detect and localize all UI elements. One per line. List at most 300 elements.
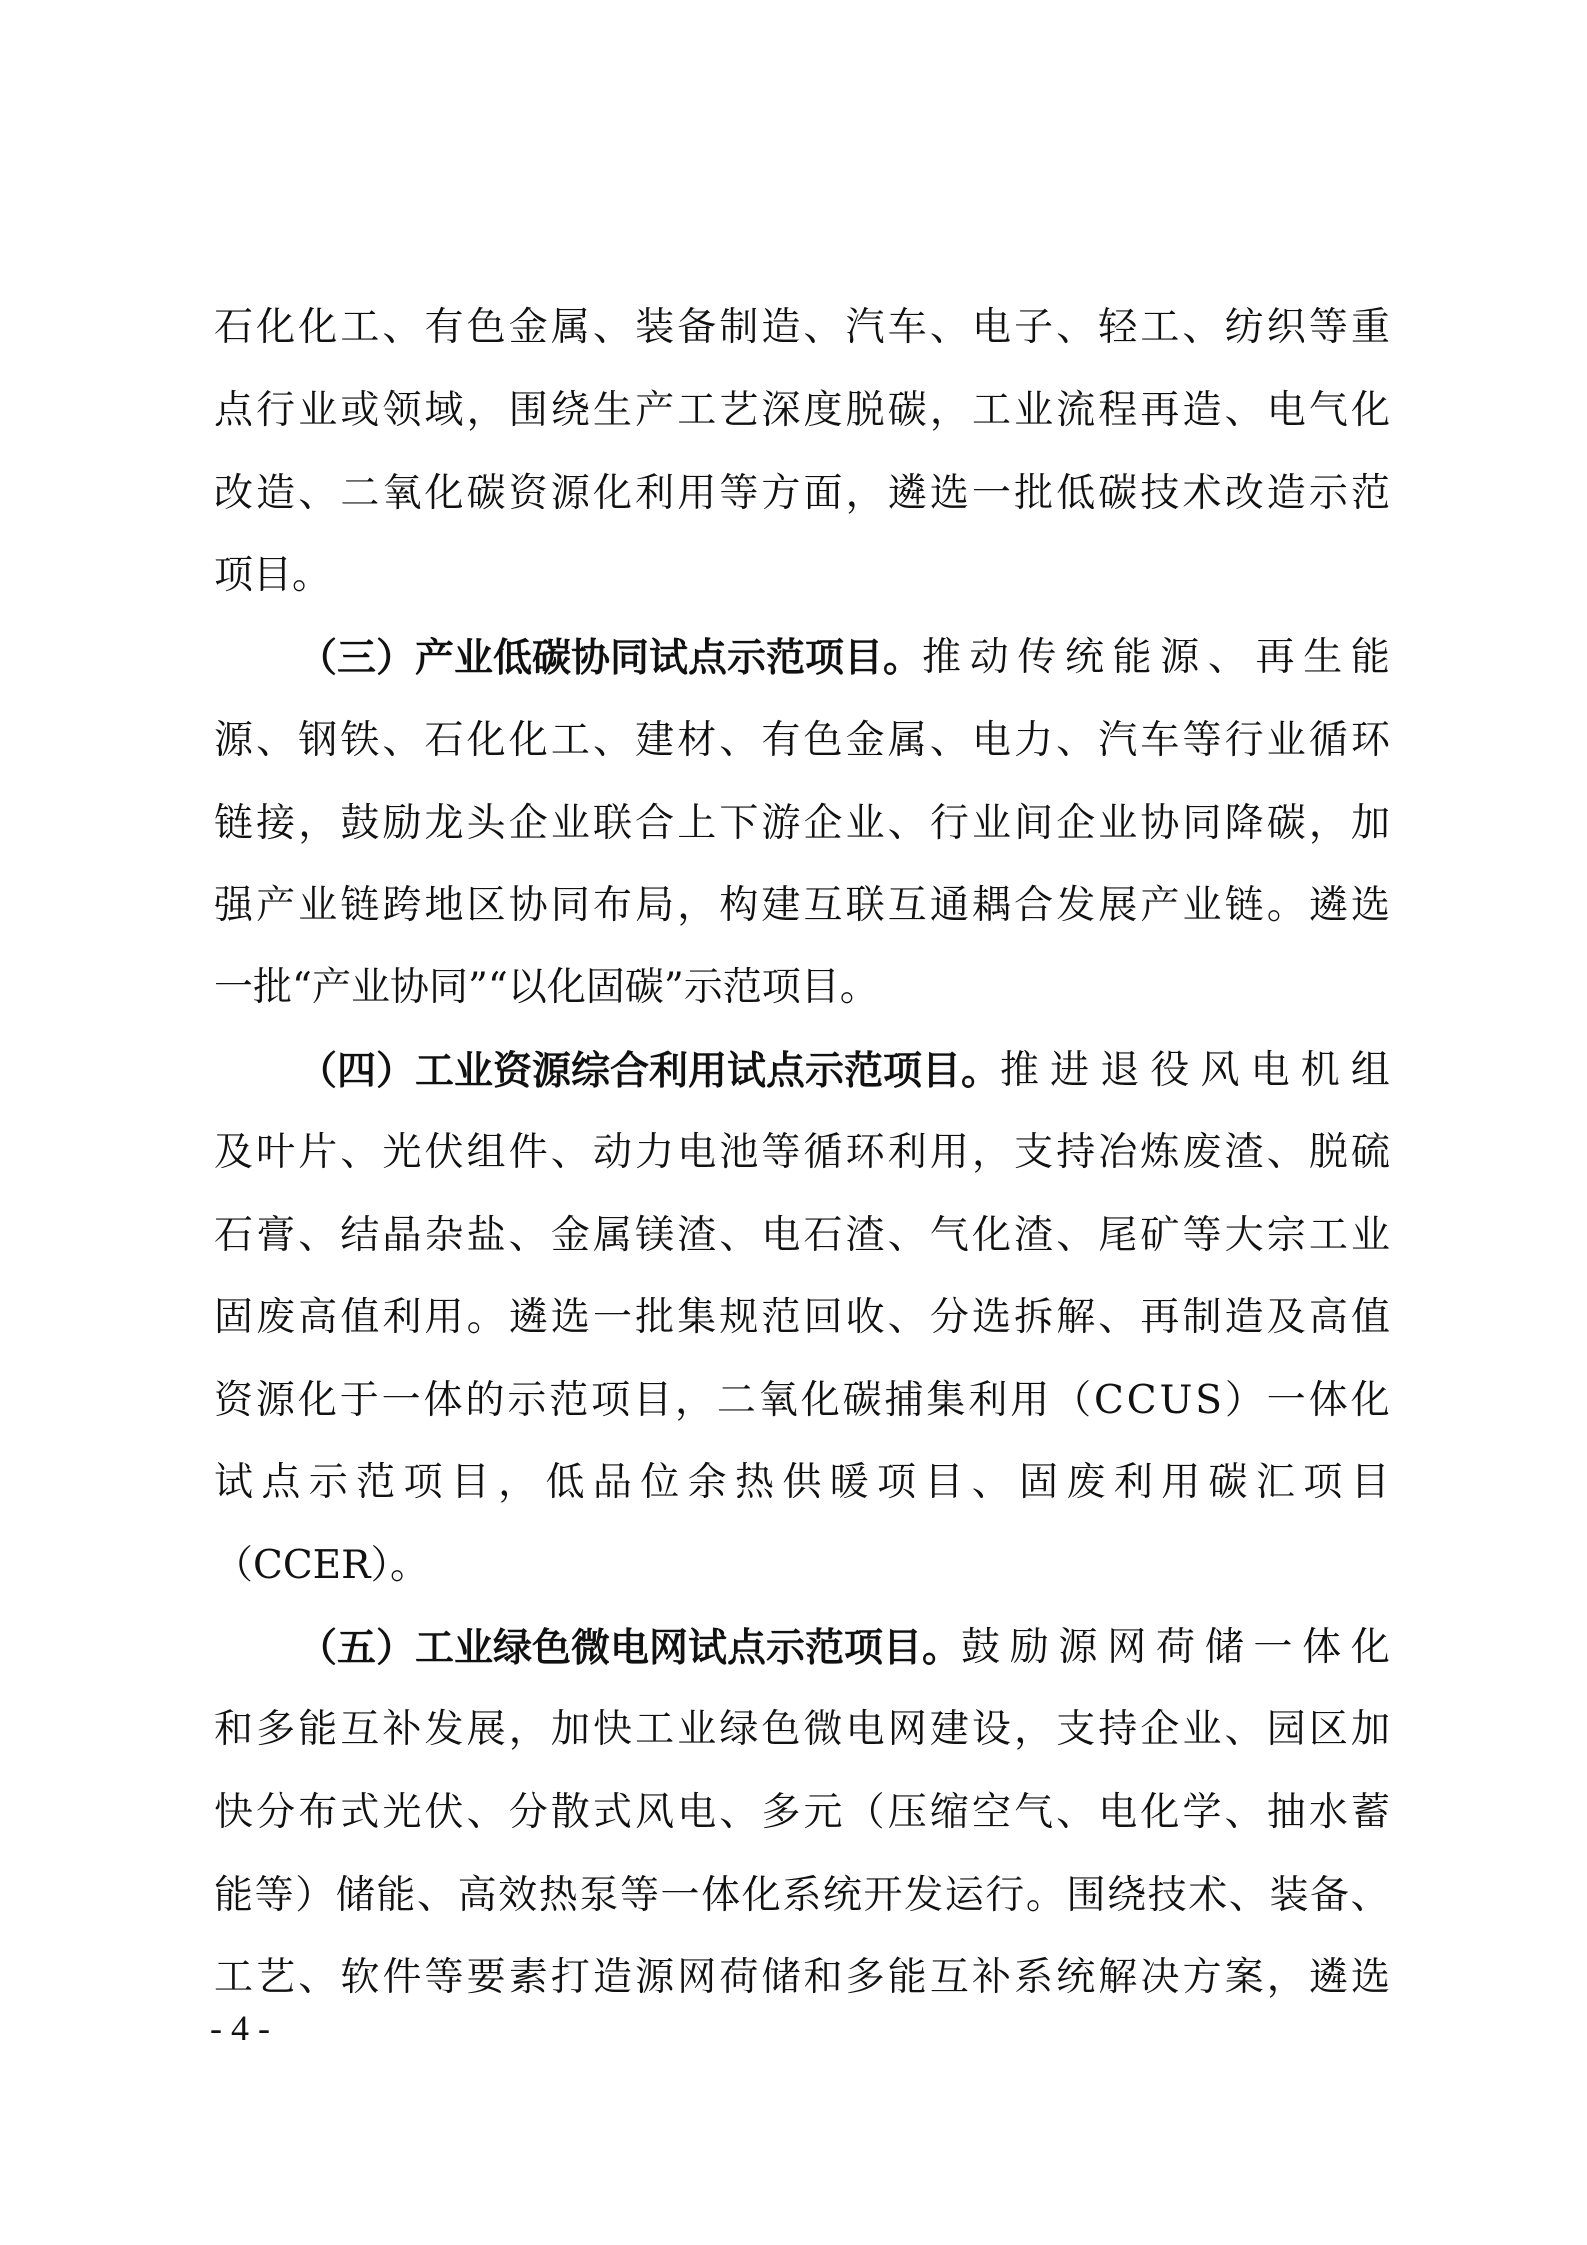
glyph: 泵 <box>579 1873 619 1918</box>
glyph: 退 <box>1100 1048 1140 1093</box>
glyph: 电 <box>761 1213 801 1258</box>
glyph: 技 <box>1147 1873 1187 1918</box>
glyph: 用 <box>929 1130 969 1175</box>
glyph: 等 <box>619 1873 659 1918</box>
glyph: 规 <box>719 1295 759 1340</box>
glyph: 色 <box>466 305 506 350</box>
glyph: 发 <box>904 1873 944 1918</box>
glyph: 建 <box>635 718 675 763</box>
glyph: 、 <box>1182 305 1222 350</box>
glyph: 供 <box>782 1460 822 1505</box>
glyph: 缩 <box>929 1790 969 1835</box>
glyph: 制 <box>719 305 759 350</box>
glyph: 动 <box>969 635 1009 680</box>
glyph: 利 <box>382 1295 422 1340</box>
glyph: 等 <box>719 471 759 516</box>
glyph: 行 <box>929 801 969 846</box>
glyph: 废 <box>1182 1130 1222 1175</box>
glyph: 汇 <box>1255 1460 1295 1505</box>
glyph: 支 <box>1056 1707 1096 1752</box>
glyph: 上 <box>677 801 717 846</box>
glyph: 示 <box>1308 471 1348 516</box>
glyph: ， <box>1014 1707 1054 1752</box>
glyph: 风 <box>635 1790 675 1835</box>
glyph: 工 <box>340 305 380 350</box>
glyph: 企 <box>803 801 843 846</box>
glyph: 环 <box>1350 718 1390 763</box>
glyph: 同 <box>1182 801 1222 846</box>
glyph: ， <box>498 1460 538 1505</box>
glyph: 杂 <box>424 1213 464 1258</box>
glyph: 面 <box>803 471 843 516</box>
glyph: 渣 <box>677 1213 717 1258</box>
glyph: 高 <box>457 1873 497 1918</box>
glyph: 品 <box>592 1460 632 1505</box>
glyph: 化 <box>1140 1790 1180 1835</box>
glyph: 造 <box>256 471 296 516</box>
text-line <box>214 1453 1390 1513</box>
glyph: ） <box>1224 1378 1264 1423</box>
glyph: 电 <box>1098 1790 1138 1835</box>
glyph: 叶 <box>256 1130 296 1175</box>
glyph: 业 <box>1266 718 1306 763</box>
glyph: 鼓 <box>961 1625 1001 1670</box>
glyph: 金 <box>550 1213 590 1258</box>
glyph: 进 <box>1050 1048 1090 1093</box>
glyph: 解 <box>1098 1955 1138 2000</box>
glyph: 利 <box>968 1378 1008 1423</box>
text-line <box>214 1948 1390 2008</box>
glyph: 业 <box>845 801 885 846</box>
glyph: 统 <box>1064 635 1104 680</box>
glyph: 同 <box>550 883 590 928</box>
glyph: 纺 <box>1224 305 1264 350</box>
glyph: 工 <box>1140 305 1180 350</box>
glyph: 布 <box>298 1790 338 1835</box>
glyph: 石 <box>424 718 464 763</box>
glyph: 、 <box>719 718 759 763</box>
text-line <box>214 298 1390 358</box>
text-line <box>214 711 1390 771</box>
glyph: 度 <box>803 388 843 433</box>
glyph: 网 <box>677 1955 717 2000</box>
glyph: 试 <box>214 1460 254 1505</box>
glyph: 膏 <box>256 1213 296 1258</box>
glyph: 利 <box>887 1130 927 1175</box>
glyph: ， <box>508 1707 548 1752</box>
paragraph-first-line <box>298 628 1390 688</box>
glyph: 工 <box>1308 1213 1348 1258</box>
text-line: 一批“产业协同”“以化固碳”示范项目。 <box>214 965 879 1010</box>
glyph: 伏 <box>424 1790 464 1835</box>
glyph: 余 <box>687 1460 727 1505</box>
glyph: 推 <box>922 635 962 680</box>
glyph: 织 <box>1266 305 1306 350</box>
glyph: 一 <box>1266 1378 1306 1423</box>
glyph: 盐 <box>466 1213 506 1258</box>
glyph: 化 <box>1350 1378 1390 1423</box>
glyph: 术 <box>1188 1873 1228 1918</box>
glyph: 术 <box>1182 471 1222 516</box>
glyph: 气 <box>1308 388 1348 433</box>
text-line <box>214 464 1390 524</box>
glyph: 工 <box>971 388 1011 433</box>
glyph: 片 <box>298 1130 338 1175</box>
glyph: 机 <box>1300 1048 1340 1093</box>
glyph: 头 <box>466 801 506 846</box>
glyph: ， <box>677 883 717 928</box>
glyph: 局 <box>635 883 675 928</box>
glyph: 加 <box>1350 1707 1390 1752</box>
glyph: 园 <box>1266 1707 1306 1752</box>
glyph: 业 <box>298 388 338 433</box>
text-line <box>214 1783 1390 1843</box>
glyph: U <box>1159 1378 1193 1423</box>
glyph: 学 <box>1182 1790 1222 1835</box>
glyph: 造 <box>761 305 801 350</box>
glyph: 系 <box>782 1873 822 1918</box>
glyph: 流 <box>1056 388 1096 433</box>
glyph: 、 <box>298 471 338 516</box>
glyph: 、 <box>929 718 969 763</box>
glyph: 化 <box>424 471 464 516</box>
glyph: 行 <box>985 1873 1025 1918</box>
glyph: 造 <box>592 1955 632 2000</box>
glyph: 或 <box>340 388 380 433</box>
glyph: 改 <box>1224 471 1264 516</box>
glyph: 目 <box>450 1460 490 1505</box>
glyph: 补 <box>382 1707 422 1752</box>
glyph: 工 <box>214 1955 254 2000</box>
glyph: 碳 <box>1266 801 1306 846</box>
glyph: 遴 <box>1308 1955 1348 2000</box>
glyph: 打 <box>550 1955 590 2000</box>
section-heading-5: （五）工业绿色微电网试点示范项目。 <box>298 1625 962 1671</box>
glyph: 区 <box>1308 1707 1348 1752</box>
glyph: ， <box>298 801 338 846</box>
glyph: 的 <box>465 1378 505 1423</box>
glyph: 化 <box>592 471 632 516</box>
glyph: 石 <box>803 1213 843 1258</box>
glyph: 、 <box>592 718 632 763</box>
glyph: 多 <box>256 1707 296 1752</box>
glyph: 光 <box>382 1790 422 1835</box>
glyph: 体 <box>1302 1625 1342 1670</box>
glyph: 元 <box>803 1790 843 1835</box>
glyph: 利 <box>635 471 675 516</box>
glyph: 电 <box>971 718 1011 763</box>
glyph: 。 <box>1025 1873 1065 1918</box>
glyph: 产 <box>1140 883 1180 928</box>
text-line <box>214 1206 1390 1266</box>
glyph: 点 <box>261 1460 301 1505</box>
glyph: 互 <box>803 883 843 928</box>
glyph: 要 <box>466 1955 506 2000</box>
glyph: 热 <box>538 1873 578 1918</box>
glyph: 绕 <box>1107 1873 1147 1918</box>
glyph: 软 <box>340 1955 380 2000</box>
glyph: 渣 <box>845 1213 885 1258</box>
text-line: 项目。 <box>214 553 332 598</box>
glyph: 碳 <box>1098 471 1138 516</box>
glyph: 、 <box>382 305 422 350</box>
glyph: 。 <box>1266 883 1306 928</box>
glyph: 装 <box>635 305 675 350</box>
glyph: 化 <box>741 1873 781 1918</box>
section-heading-3: （三）产业低碳协同试点示范项目。 <box>298 635 923 681</box>
glyph: 运 <box>944 1873 984 1918</box>
glyph: 绿 <box>719 1707 759 1752</box>
glyph: 、 <box>1228 1873 1268 1918</box>
glyph: 、 <box>298 1955 338 2000</box>
text-line <box>214 381 1390 441</box>
glyph: 、 <box>508 1213 548 1258</box>
glyph: 气 <box>929 1213 969 1258</box>
glyph: 渣 <box>1224 1130 1264 1175</box>
glyph: 工 <box>635 1707 675 1752</box>
glyph: 围 <box>508 388 548 433</box>
glyph: 间 <box>1014 801 1054 846</box>
glyph: 微 <box>803 1707 843 1752</box>
glyph: 、 <box>382 718 422 763</box>
glyph: 一 <box>1253 1625 1293 1670</box>
glyph: 业 <box>1182 883 1222 928</box>
glyph: 循 <box>803 1130 843 1175</box>
glyph: 范 <box>549 1378 589 1423</box>
glyph: ， <box>971 1130 1011 1175</box>
glyph: 金 <box>508 305 548 350</box>
glyph: 企 <box>1056 801 1096 846</box>
glyph: 脱 <box>845 388 885 433</box>
glyph: 能 <box>376 1873 416 1918</box>
glyph: 点 <box>214 388 254 433</box>
glyph: 下 <box>719 801 759 846</box>
glyph: 、 <box>466 1790 506 1835</box>
text-line <box>214 876 1390 936</box>
glyph: 铁 <box>340 718 380 763</box>
glyph: 炼 <box>1140 1130 1180 1175</box>
glyph: 金 <box>845 718 885 763</box>
glyph: 企 <box>508 801 548 846</box>
glyph: 钢 <box>298 718 338 763</box>
glyph: 选 <box>929 471 969 516</box>
glyph: 能 <box>887 1955 927 2000</box>
glyph: C <box>1126 1378 1157 1423</box>
glyph: ， <box>929 388 969 433</box>
glyph: 范 <box>761 1295 801 1340</box>
glyph: 件 <box>382 1955 422 2000</box>
glyph: 电 <box>845 1707 885 1752</box>
glyph: 式 <box>340 1790 380 1835</box>
glyph: 范 <box>356 1460 396 1505</box>
glyph: 用 <box>1010 1378 1050 1423</box>
glyph: 制 <box>1182 1295 1222 1340</box>
glyph: 车 <box>887 305 927 350</box>
glyph: 轻 <box>1098 305 1138 350</box>
glyph: 示 <box>308 1460 348 1505</box>
glyph: 快 <box>592 1707 632 1752</box>
glyph: 值 <box>1350 1295 1390 1340</box>
glyph: 回 <box>803 1295 843 1340</box>
glyph: 大 <box>1224 1213 1264 1258</box>
paragraph-first-line <box>298 1041 1390 1101</box>
glyph: 改 <box>214 471 254 516</box>
glyph: 高 <box>1308 1295 1348 1340</box>
glyph: 解 <box>1056 1295 1096 1340</box>
glyph: 链 <box>214 801 254 846</box>
glyph: 互 <box>887 883 927 928</box>
glyph: 项 <box>591 1378 631 1423</box>
glyph: 行 <box>256 388 296 433</box>
glyph: 、 <box>1207 635 1247 680</box>
glyph: 域 <box>424 388 464 433</box>
glyph: 脱 <box>1308 1130 1348 1175</box>
page-number: - 4 - <box>210 2008 270 2048</box>
glyph: 组 <box>1350 1048 1390 1093</box>
glyph: 、 <box>1224 1790 1264 1835</box>
glyph: 工 <box>550 718 590 763</box>
glyph: 、 <box>1056 1213 1096 1258</box>
glyph: 资 <box>214 1378 254 1423</box>
glyph: 耦 <box>971 883 1011 928</box>
glyph: 围 <box>1066 1873 1106 1918</box>
glyph: 属 <box>550 305 590 350</box>
text-line <box>214 1123 1390 1183</box>
glyph: 项 <box>403 1460 443 1505</box>
glyph: 布 <box>592 883 632 928</box>
glyph: 等 <box>424 1955 464 2000</box>
glyph: 固 <box>1019 1460 1059 1505</box>
glyph: 强 <box>214 883 254 928</box>
glyph: 开 <box>863 1873 903 1918</box>
glyph: 合 <box>635 801 675 846</box>
glyph: 气 <box>1014 1790 1054 1835</box>
glyph: 一 <box>971 471 1011 516</box>
glyph: 二 <box>716 1378 756 1423</box>
glyph: 矿 <box>1140 1213 1180 1258</box>
glyph: 镁 <box>635 1213 675 1258</box>
glyph: 系 <box>1014 1955 1054 2000</box>
glyph: 领 <box>382 388 422 433</box>
glyph: 材 <box>677 718 717 763</box>
glyph: 色 <box>761 1707 801 1752</box>
glyph: 有 <box>761 718 801 763</box>
glyph: 、 <box>340 1130 380 1175</box>
glyph: 源 <box>255 1378 295 1423</box>
glyph: 绕 <box>550 388 590 433</box>
glyph: 联 <box>845 883 885 928</box>
glyph: 能 <box>298 1707 338 1752</box>
glyph: 互 <box>929 1955 969 2000</box>
glyph: 固 <box>214 1295 254 1340</box>
glyph: 于 <box>339 1378 379 1423</box>
glyph: 支 <box>1014 1130 1054 1175</box>
glyph: 水 <box>1308 1790 1348 1835</box>
glyph: 决 <box>1140 1955 1180 2000</box>
glyph: 励 <box>382 801 422 846</box>
glyph: 收 <box>845 1295 885 1340</box>
glyph: 行 <box>1224 718 1264 763</box>
glyph: ， <box>674 1378 714 1423</box>
glyph: 荷 <box>1155 1625 1195 1670</box>
glyph: 废 <box>256 1295 296 1340</box>
glyph: 。 <box>466 1295 506 1340</box>
glyph: 碳 <box>466 471 506 516</box>
glyph: 力 <box>635 1130 675 1175</box>
glyph: 再 <box>1255 635 1295 680</box>
glyph: 尾 <box>1098 1213 1138 1258</box>
glyph: 储 <box>761 1955 801 2000</box>
glyph: 子 <box>1014 305 1054 350</box>
glyph: 、 <box>298 1213 338 1258</box>
glyph: 装 <box>1269 1873 1309 1918</box>
glyph: 区 <box>466 883 506 928</box>
glyph: 发 <box>1056 883 1096 928</box>
glyph: 池 <box>719 1130 759 1175</box>
glyph: 互 <box>340 1707 380 1752</box>
glyph: 批 <box>1014 471 1054 516</box>
glyph: 蓄 <box>1350 1790 1390 1835</box>
glyph: 补 <box>971 1955 1011 2000</box>
glyph: 化 <box>256 305 296 350</box>
glyph: 业 <box>1098 801 1138 846</box>
glyph: ， <box>1266 1955 1306 2000</box>
glyph: 化 <box>508 718 548 763</box>
glyph: 结 <box>340 1213 380 1258</box>
glyph: 游 <box>761 801 801 846</box>
glyph: 源 <box>1058 1625 1098 1670</box>
section-heading-4: （四）工业资源综合利用试点示范项目。 <box>298 1048 1001 1094</box>
glyph: 龙 <box>424 801 464 846</box>
glyph: 方 <box>1182 1955 1222 2000</box>
glyph: 、 <box>1224 1707 1264 1752</box>
glyph: 汽 <box>845 305 885 350</box>
glyph: ） <box>295 1873 335 1918</box>
glyph: 范 <box>1350 471 1390 516</box>
glyph: 生 <box>1303 635 1343 680</box>
glyph: 源 <box>550 471 590 516</box>
glyph: 建 <box>761 883 801 928</box>
glyph: 二 <box>340 471 380 516</box>
glyph: 遴 <box>887 471 927 516</box>
glyph: 降 <box>1224 801 1264 846</box>
glyph: 、 <box>1056 1790 1096 1835</box>
glyph: （ <box>845 1790 885 1835</box>
text-run <box>1000 1041 1390 1101</box>
glyph: 、 <box>1098 1295 1138 1340</box>
text-run <box>922 628 1390 688</box>
glyph: 持 <box>1098 1707 1138 1752</box>
glyph: 低 <box>1056 471 1096 516</box>
glyph: 多 <box>845 1955 885 2000</box>
glyph: 链 <box>340 883 380 928</box>
glyph: 、 <box>592 305 632 350</box>
glyph: 冶 <box>1098 1130 1138 1175</box>
glyph: 产 <box>635 388 675 433</box>
glyph: 程 <box>1098 388 1138 433</box>
glyph: 、 <box>550 1130 590 1175</box>
glyph: 业 <box>677 1707 717 1752</box>
glyph: 再 <box>1140 1295 1180 1340</box>
glyph: 资 <box>508 471 548 516</box>
glyph: 电 <box>1266 388 1306 433</box>
glyph: 示 <box>507 1378 547 1423</box>
glyph: 化 <box>466 718 506 763</box>
glyph: 选 <box>1350 1955 1390 2000</box>
glyph: 及 <box>1266 1295 1306 1340</box>
glyph: 体 <box>1308 1378 1348 1423</box>
glyph: 等 <box>254 1873 294 1918</box>
